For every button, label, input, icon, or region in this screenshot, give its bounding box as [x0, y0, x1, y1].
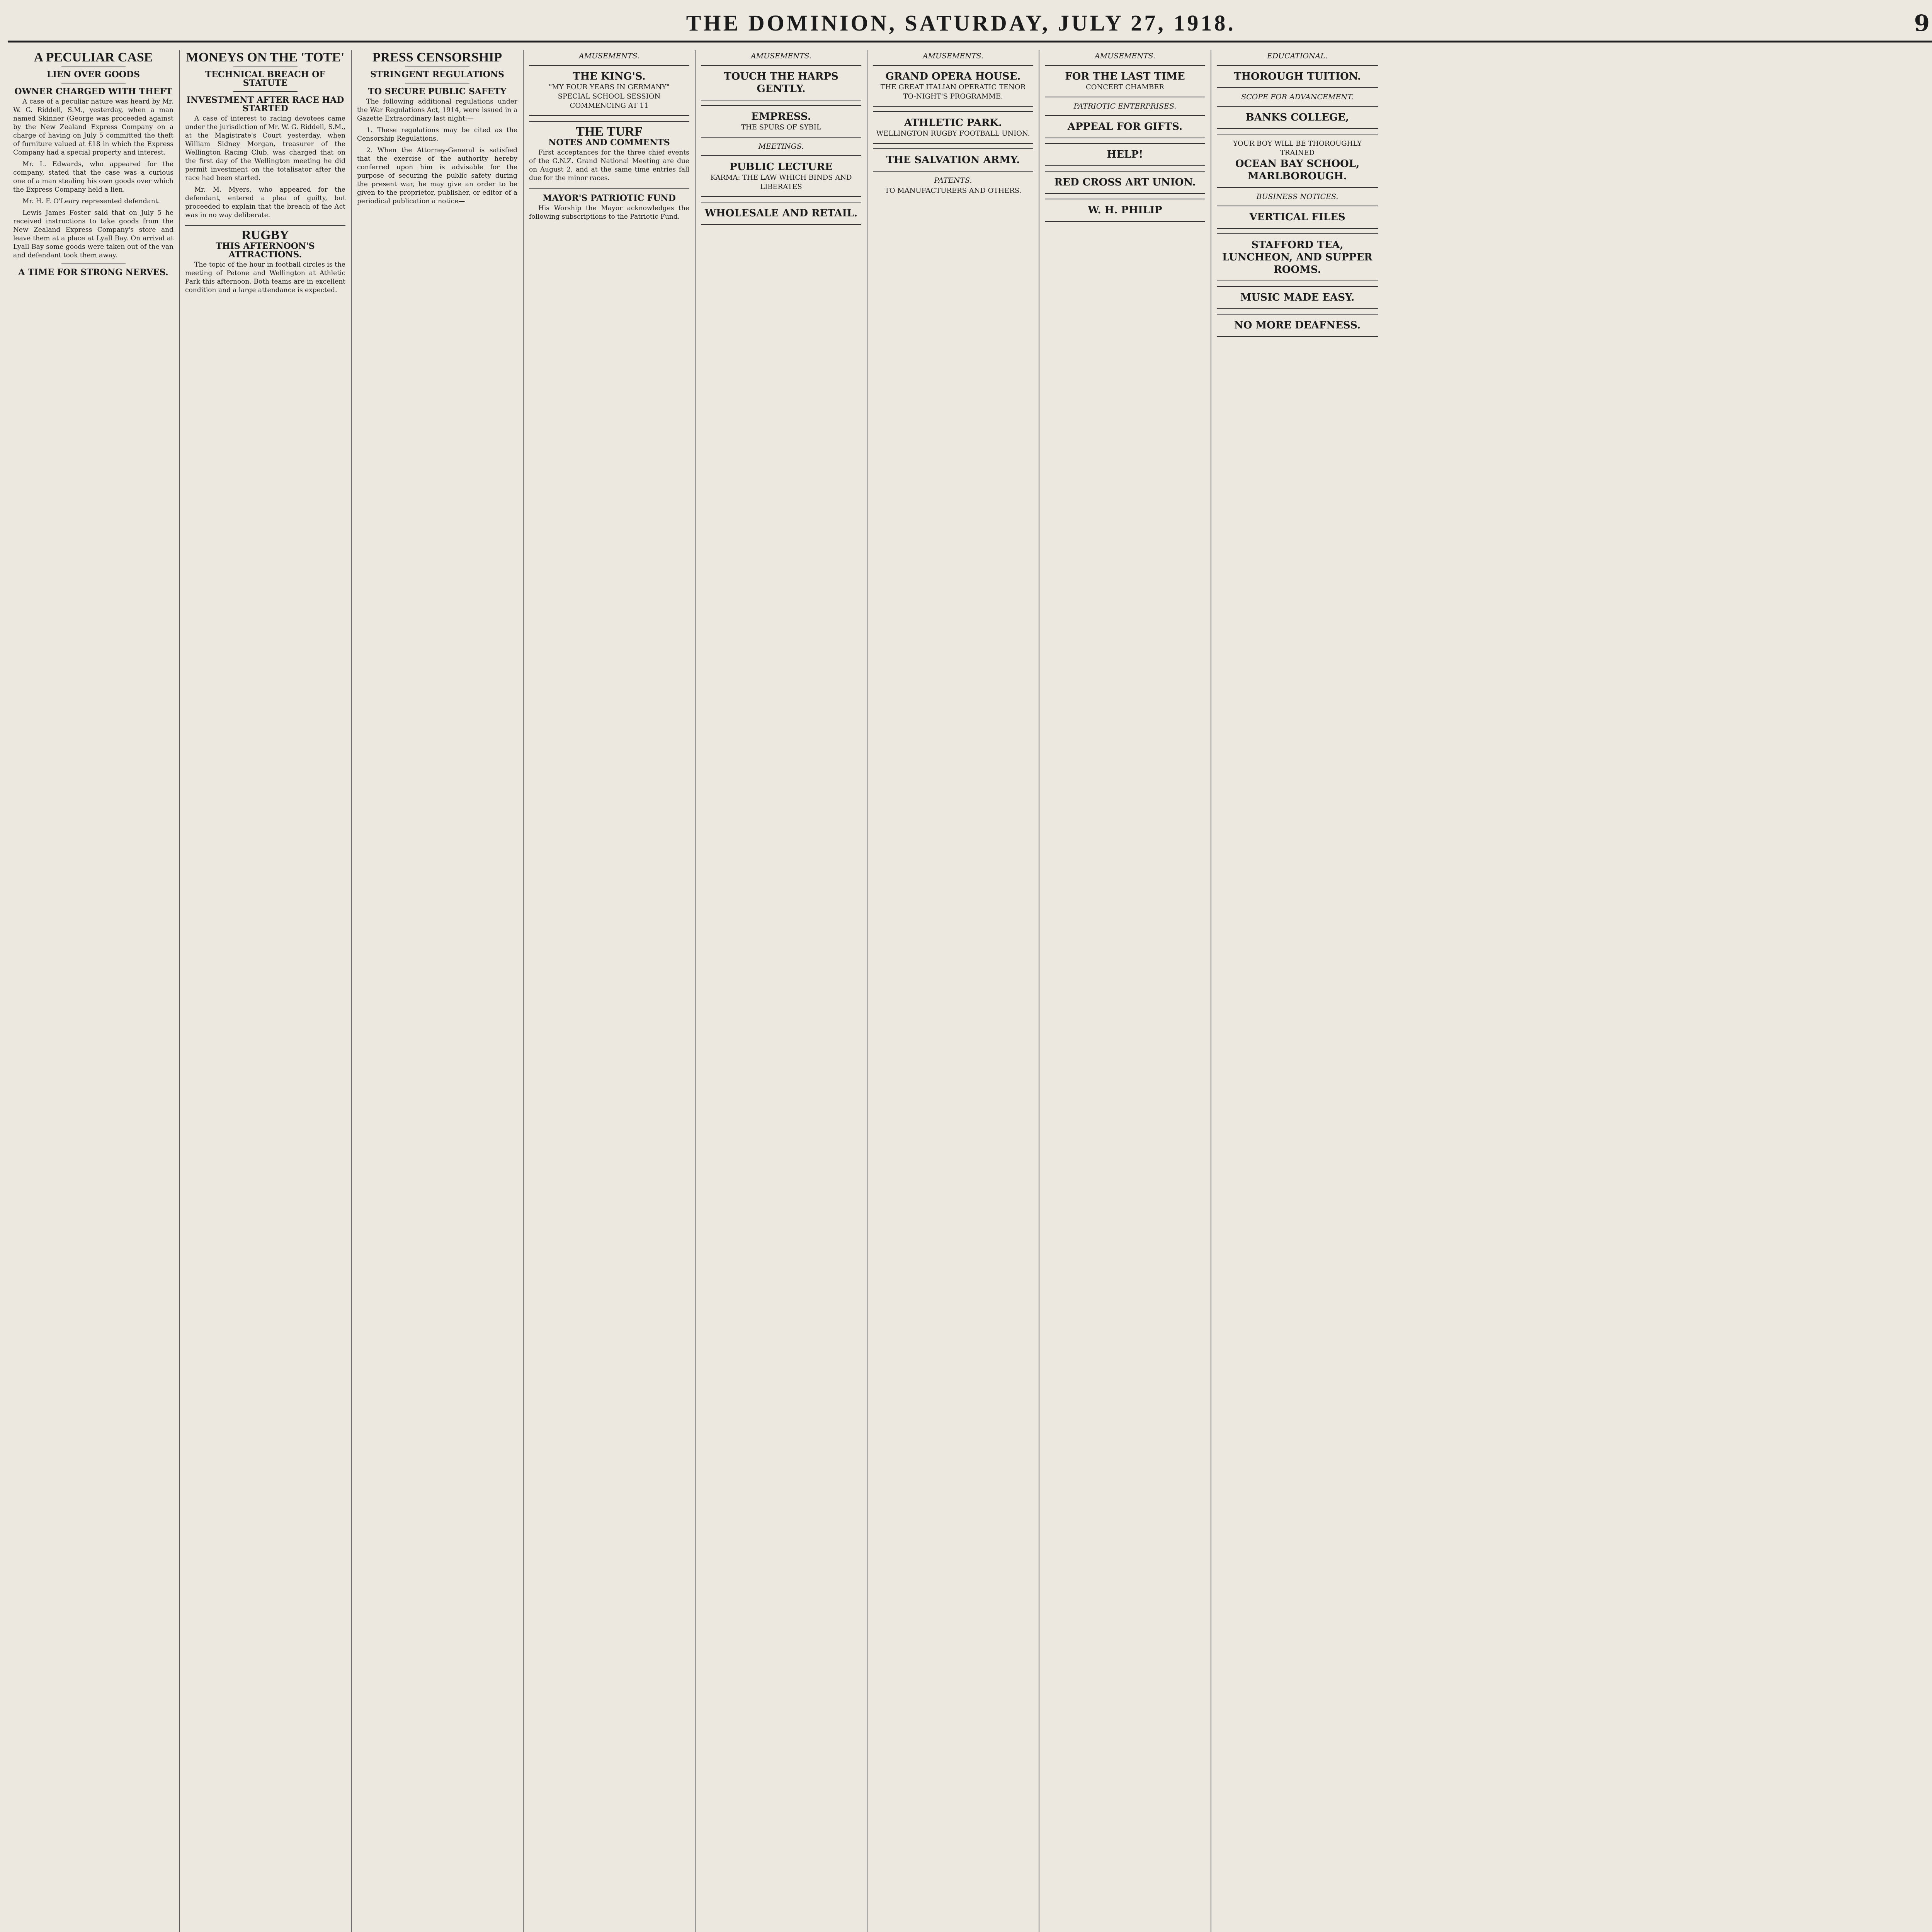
lecture-heading: PUBLIC LECTURE — [730, 161, 833, 173]
headline-mayor-fund: MAYOR'S PATRIOTIC FUND — [543, 193, 676, 203]
salvation-heading: THE SALVATION ARMY. — [886, 154, 1020, 166]
article-paragraph: The following additional regulations under the War Regulations Act, 1914, were issued in a Gazette Extraordinary last night:— — [357, 98, 517, 122]
kings-film-title: "MY FOUR YEARS IN GERMANY" — [549, 83, 670, 91]
page-number: 9 — [1914, 10, 1930, 36]
headline-censorship: PRESS CENSORSHIP — [372, 50, 502, 65]
article-paragraph: His Worship the Mayor acknowledges the following subscriptions to the Patriotic Fund. — [529, 204, 689, 221]
patents-line: TO MANUFACTURERS AND OTHERS. — [884, 187, 1022, 195]
kings-session: SPECIAL SCHOOL SESSION — [558, 92, 661, 100]
last-time-heading: FOR THE LAST TIME — [1065, 71, 1185, 82]
athletic-park-heading: ATHLETIC PARK. — [904, 117, 1002, 129]
dept-heading: AMUSEMENTS. — [578, 52, 640, 60]
article-paragraph: A case of interest to racing devotees came under the jurisdiction of Mr. W. G. Riddell, S.M., at the Magistrate's Court yesterday, when William Sidney Morgan, treasurer of the Wellington Racing Club, was charged that on the first day of the Wellington meeting he did permit investment on the totalisator after the race had been started. — [185, 115, 345, 182]
stafford-heading: STAFFORD TEA, LUNCHEON, AND SUPPER ROOMS. — [1222, 239, 1372, 276]
wholesale-heading: WHOLESALE AND RETAIL. — [704, 207, 858, 219]
rugby-union: WELLINGTON RUGBY FOOTBALL UNION. — [876, 129, 1030, 138]
vertical-files-heading: VERTICAL FILES — [1249, 211, 1345, 223]
ocean-bay-heading: OCEAN BAY SCHOOL, MARLBOROUGH. — [1235, 158, 1360, 182]
lecture-subject: KARMA: THE LAW WHICH BINDS AND LIBERATES — [710, 173, 852, 191]
business-heading: BUSINESS NOTICES. — [1256, 192, 1338, 201]
masthead-title: THE DOMINION, SATURDAY, JULY 27, 1918. — [686, 10, 1236, 36]
harps-heading: TOUCH THE HARPS GENTLY. — [724, 71, 838, 95]
article-paragraph: Mr. M. Myers, who appeared for the defendant, entered a plea of guilty, but proceeded to explain that the breach of the Act was in no way deliberate. — [185, 186, 345, 219]
meetings-heading: MEETINGS. — [758, 142, 804, 151]
article-paragraph: Mr. H. F. O'Leary represented defendant. — [22, 197, 160, 205]
empress-heading: EMPRESS. — [751, 111, 811, 122]
column-peculiar-case — [8, 50, 180, 1932]
article-paragraph: The topic of the hour in football circles is the meeting of Petone and Wellington at Athletic Park this afternoon. Both teams are in excellent condition and a large attendance is expected. — [185, 261, 345, 294]
dept-heading: AMUSEMENTS. — [750, 52, 812, 60]
dept-heading: EDUCATIONAL. — [1267, 52, 1328, 60]
opera-house-heading: GRAND OPERA HOUSE. — [885, 71, 1021, 82]
column-amusements-2 — [696, 50, 867, 1932]
article-paragraph: 2. When the Attorney-General is satisfied that the exercise of the authority hereby conferred upon him is advisable for the purpose of securing the public safety during the present war, he may give an order to be given to the proprietor, publisher, or editor of a periodical publication a notice— — [357, 146, 517, 205]
music-heading: MUSIC MADE EASY. — [1240, 292, 1355, 303]
subhead-technical-breach: TECHNICAL BREACH OF STATUTE — [205, 70, 325, 88]
article-paragraph: Lewis James Foster said that on July 5 he received instructions to take goods from the New Zealand Express Company's store and leave them at a place at Lyall Bay. On arrival at Lyall Bay some goods were taken out of the van and defendant took them away. — [13, 209, 173, 259]
column-censorship — [352, 50, 524, 1932]
subhead-turf: NOTES AND COMMENTS — [548, 138, 670, 148]
column-amusements-4 — [1039, 50, 1211, 1932]
subhead-investment: INVESTMENT AFTER RACE HAD STARTED — [186, 95, 344, 114]
scope-heading: SCOPE FOR ADVANCEMENT. — [1241, 93, 1354, 101]
subhead-owner-charged: OWNER CHARGED WITH THEFT — [14, 87, 172, 97]
subhead-afternoon: THIS AFTERNOON'S ATTRACTIONS. — [216, 241, 315, 260]
headline-turf: THE TURF — [576, 124, 643, 139]
article-paragraph: 1. These regulations may be cited as the Censorship Regulations. — [357, 126, 517, 143]
subhead-public-safety: TO SECURE PUBLIC SAFETY — [368, 87, 507, 97]
kings-commencing: COMMENCING AT 11 — [570, 102, 649, 110]
headline-tote: MONEYS ON THE 'TOTE' — [186, 50, 345, 65]
article-paragraph: Mr. L. Edwards, who appeared for the company, stated that the case was a curious one of a man stealing his own goods over which the Express Company held a lien. — [13, 160, 173, 194]
article-paragraph: A case of a peculiar nature was heard by Mr. W. G. Riddell, S.M., yesterday, when a man named Skinner (George was proceeded against by the New Zealand Express Company on a charge of having on July 5 committed the theft of furniture valued at £18 in which the Express Company had a special property and interest. — [13, 98, 173, 156]
help-heading: HELP! — [1107, 149, 1143, 160]
red-cross-heading: RED CROSS ART UNION. — [1054, 177, 1196, 188]
deafness-heading: NO MORE DEAFNESS. — [1234, 320, 1361, 331]
tuition-heading: THOROUGH TUITION. — [1234, 71, 1361, 82]
headline-peculiar-case: A PECULIAR CASE — [34, 50, 153, 65]
dept-heading: AMUSEMENTS. — [1094, 52, 1156, 60]
appeal-heading: APPEAL FOR GIFTS. — [1067, 121, 1183, 133]
headline-rugby: RUGBY — [242, 228, 289, 242]
subhead-strong-nerves: A TIME FOR STRONG NERVES. — [18, 267, 168, 277]
opera-programme: TO-NIGHT'S PROGRAMME. — [903, 92, 1003, 100]
banks-college-heading: BANKS COLLEGE, — [1245, 112, 1349, 123]
kings-theatre-heading: THE KING'S. — [573, 71, 646, 82]
subhead-regulations: STRINGENT REGULATIONS — [370, 70, 504, 80]
patriotic-heading: PATRIOTIC ENTERPRISES. — [1073, 102, 1177, 111]
column-tote — [180, 50, 352, 1932]
empress-film: THE SPURS OF SYBIL — [741, 123, 821, 131]
boy-trained: YOUR BOY WILL BE THOROUGHLY TRAINED — [1233, 139, 1362, 157]
patents-heading: PATENTS. — [934, 176, 972, 185]
masthead — [8, 5, 1932, 43]
column-educational — [1211, 50, 1383, 1932]
subhead-lien: LIEN OVER GOODS — [47, 70, 140, 80]
concert-chamber: CONCERT CHAMBER — [1086, 83, 1164, 91]
dept-heading: AMUSEMENTS. — [922, 52, 984, 60]
column-amusements-1 — [524, 50, 696, 1932]
opera-tenor: THE GREAT ITALIAN OPERATIC TENOR — [880, 83, 1026, 91]
article-paragraph: First acceptances for the three chief events of the G.N.Z. Grand National Meeting are due on August 2, and at the same time entries fall due for the minor races. — [529, 149, 689, 182]
column-amusements-3 — [867, 50, 1039, 1932]
philip-heading: W. H. PHILIP — [1088, 204, 1162, 216]
